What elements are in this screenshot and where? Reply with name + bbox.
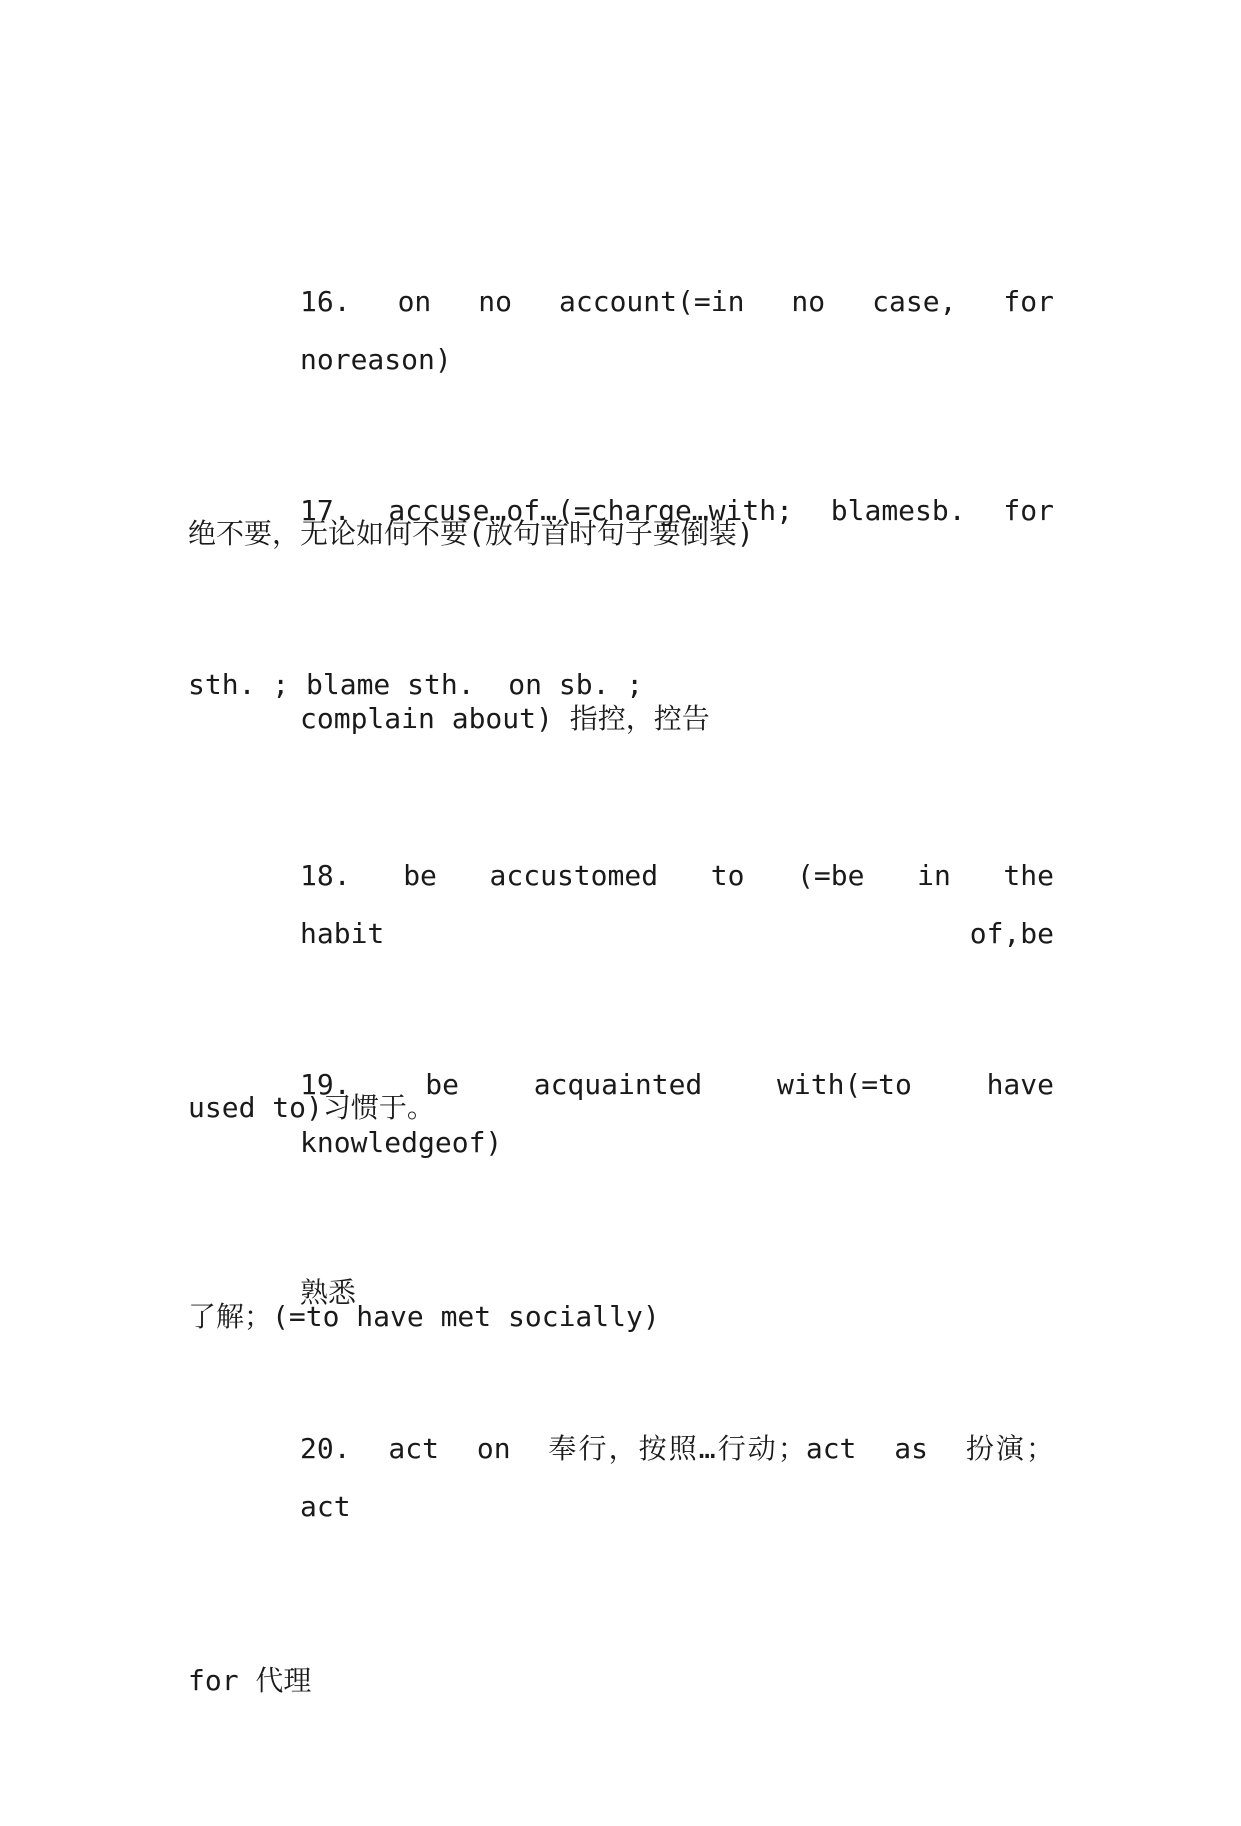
entry-17-line-2: sth. ; blame sth. on sb. ; xyxy=(188,668,644,701)
entry-16-line-1: 16. on no account(=in no case, for noreason) xyxy=(300,285,1088,376)
entry-17-line-1: 17. accuse…of…(=charge…with; blamesb. for xyxy=(300,494,1054,527)
entry-19-continuation-line: 熟悉 xyxy=(300,1276,357,1309)
entry-17-continuation-line: complain about) 指控，控告 xyxy=(300,702,710,735)
entry-18-line-2: used to)习惯于。 xyxy=(188,1091,435,1124)
entry-20-line-2: for 代理 xyxy=(188,1664,312,1697)
entry-19-line-2: 了解；(=to have met socially) xyxy=(188,1300,660,1333)
entry-19-line-1: 19. be acquainted with(=to have knowledgeof) xyxy=(300,1068,1088,1159)
entry-20-line-1: 20. act on 奉行，按照…行动；act as 扮演；act xyxy=(300,1432,1054,1523)
entry-20 xyxy=(188,1304,1054,1826)
entry-16-line-2: 绝不要，无论如何不要(放句首时句子要倒装) xyxy=(188,517,754,550)
entry-18-line-1: 18. be accustomed to (=be in the habit of,be xyxy=(300,859,1088,950)
